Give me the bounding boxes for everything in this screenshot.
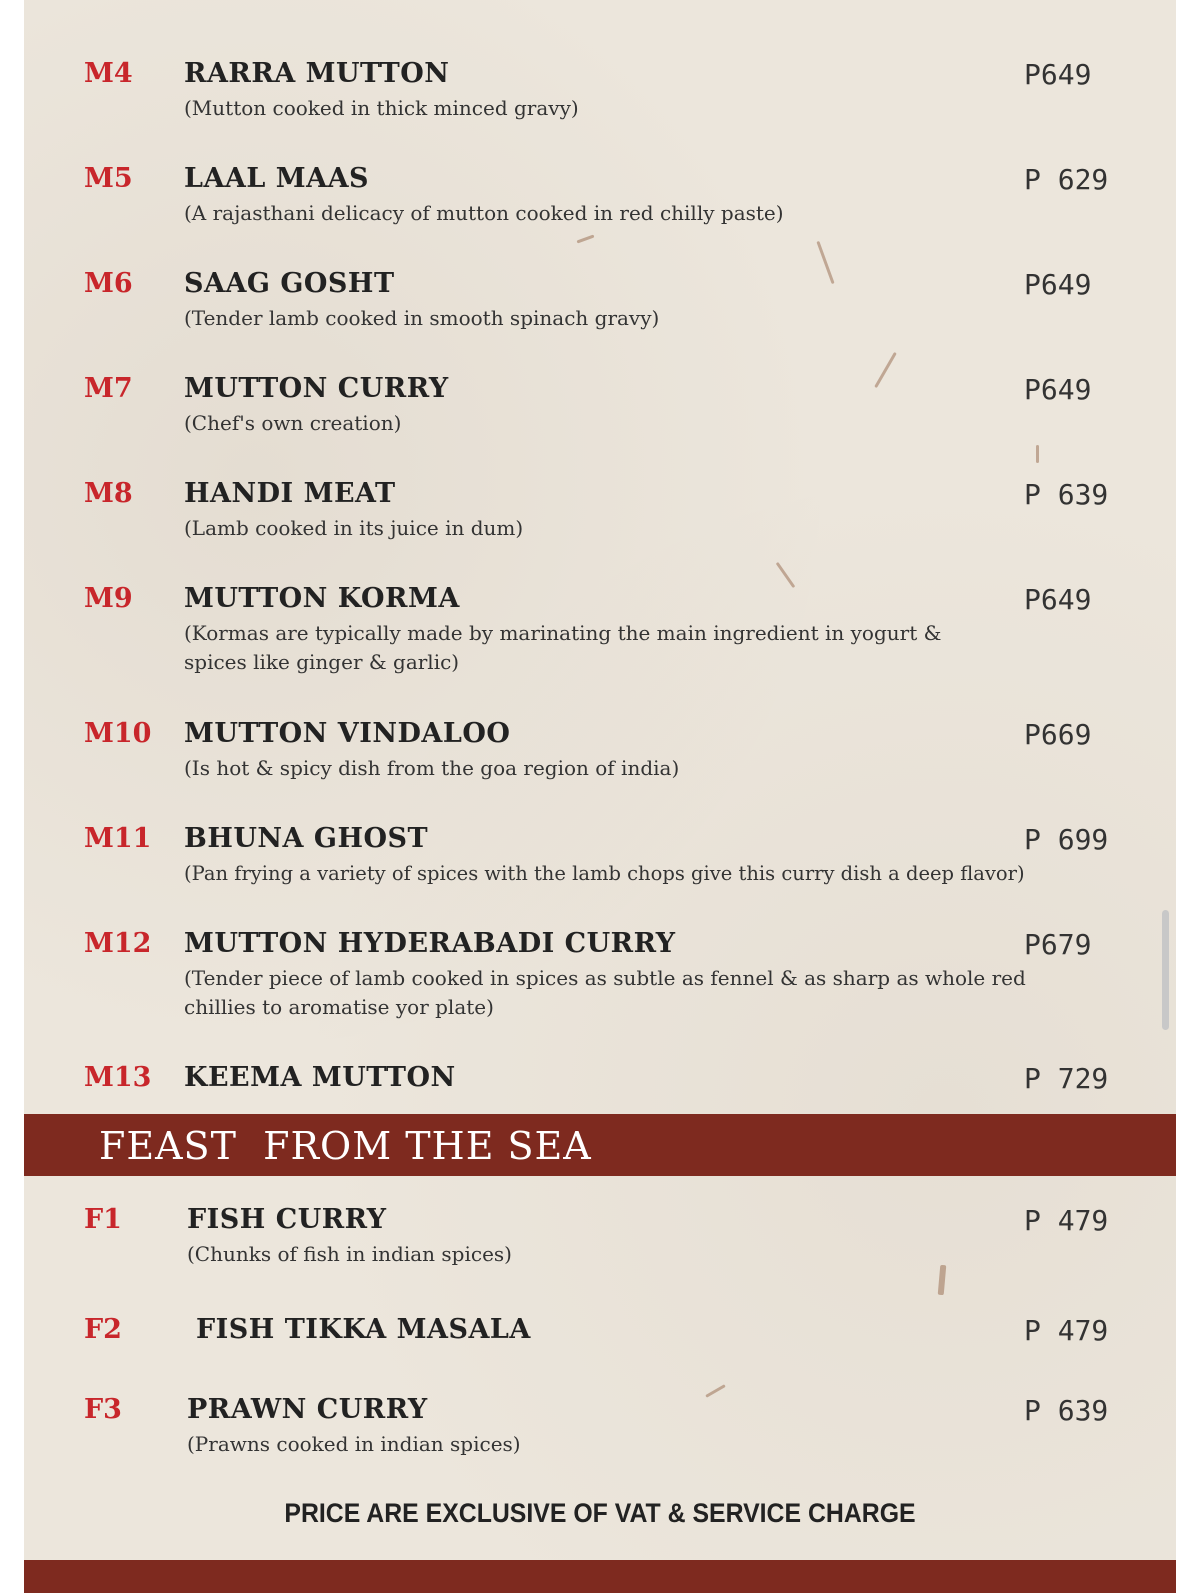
- scrollbar-thumb[interactable]: [1162, 910, 1169, 1030]
- paper-fibre: [577, 235, 595, 244]
- item-code: F2: [84, 1314, 122, 1345]
- item-name: MUTTON KORMA: [184, 583, 460, 614]
- item-price: P 479: [1024, 1314, 1109, 1347]
- item-price: P 639: [1024, 1394, 1109, 1427]
- item-description: (Mutton cooked in thick minced gravy): [184, 96, 579, 120]
- item-name: BHUNA GHOST: [184, 823, 429, 854]
- item-code: M9: [84, 583, 133, 614]
- section-banner: [24, 1114, 1176, 1176]
- item-price: P649: [1024, 373, 1092, 406]
- item-name: LAAL MAAS: [184, 163, 370, 194]
- paper-fibre: [776, 562, 796, 588]
- item-price: P 639: [1024, 478, 1109, 511]
- item-price: P649: [1024, 58, 1092, 91]
- paper-fibre: [705, 1384, 726, 1398]
- item-name: MUTTON VINDALOO: [184, 718, 511, 749]
- item-name: KEEMA MUTTON: [184, 1062, 456, 1093]
- item-description: (Pan frying a variety of spices with the lamb chops give this curry dish a deep flavor): [184, 862, 1025, 885]
- item-price: P 479: [1024, 1204, 1109, 1237]
- item-price: P 629: [1024, 163, 1109, 196]
- vat-notice: PRICE ARE EXCLUSIVE OF VAT & SERVICE CHARGE: [284, 1498, 916, 1528]
- item-code: M6: [84, 268, 133, 299]
- item-code: M10: [84, 718, 152, 749]
- item-description: (Tender lamb cooked in smooth spinach gravy): [184, 306, 660, 330]
- item-description: (Is hot & spicy dish from the goa region of india): [184, 756, 680, 780]
- item-description: (Lamb cooked in its juice in dum): [184, 516, 524, 540]
- paper-fibre: [1036, 445, 1039, 463]
- item-description: (A rajasthani delicacy of mutton cooked in red chilly paste): [184, 201, 784, 225]
- item-name: FISH CURRY: [187, 1204, 387, 1235]
- item-code: M7: [84, 373, 133, 404]
- item-code: M13: [84, 1062, 152, 1093]
- item-description: (Chef's own creation): [184, 411, 402, 435]
- item-code: M4: [84, 58, 133, 89]
- section-title: FEAST FROM THE SEA: [99, 1124, 592, 1168]
- item-price: P649: [1024, 583, 1092, 616]
- item-price: P 699: [1024, 823, 1109, 856]
- item-code: F1: [84, 1204, 122, 1235]
- item-code: M5: [84, 163, 133, 194]
- paper-fibre: [938, 1265, 947, 1295]
- menu-page: [24, 0, 1176, 1593]
- item-code: F3: [84, 1394, 122, 1425]
- item-price: P679: [1024, 928, 1092, 961]
- item-name: PRAWN CURRY: [187, 1394, 428, 1425]
- item-description: (Kormas are typically made by marinating the main ingredient in yogurt & spices like ginger & garlic): [184, 621, 942, 674]
- item-name: RARRA MUTTON: [184, 58, 450, 89]
- item-name: MUTTON HYDERABADI CURRY: [184, 928, 676, 959]
- item-name: HANDI MEAT: [184, 478, 396, 509]
- item-price: P 729: [1024, 1062, 1109, 1095]
- paper-fibre: [874, 352, 897, 388]
- item-code: M8: [84, 478, 133, 509]
- item-description: (Tender piece of lamb cooked in spices as subtle as fennel & as sharp as whole red chillies to aromatise yor plate): [184, 966, 1026, 1019]
- item-price: P669: [1024, 718, 1092, 751]
- item-description: (Chunks of fish in indian spices): [187, 1242, 512, 1266]
- item-name: SAAG GOSHT: [184, 268, 395, 299]
- bottom-banner: [24, 1560, 1176, 1593]
- paper-fibre: [816, 241, 834, 284]
- item-price: P649: [1024, 268, 1092, 301]
- item-name: FISH TIKKA MASALA: [196, 1314, 531, 1345]
- item-code: M12: [84, 928, 152, 959]
- item-description: (Prawns cooked in indian spices): [187, 1432, 521, 1456]
- item-code: M11: [84, 823, 152, 854]
- item-name: MUTTON CURRY: [184, 373, 449, 404]
